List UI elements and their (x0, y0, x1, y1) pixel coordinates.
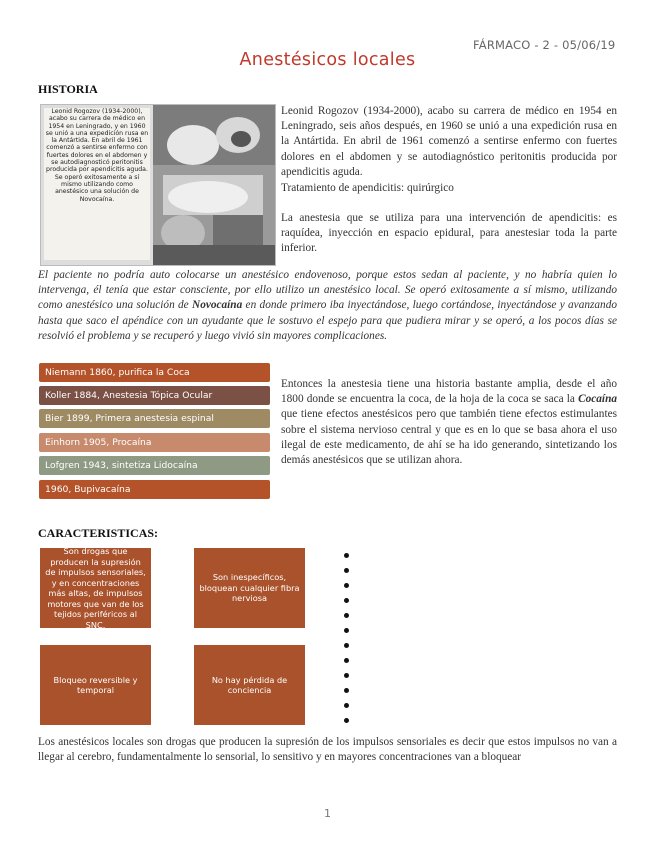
bullet-point (344, 613, 349, 618)
paragraph-anestesia: La anestesia que se utiliza para una intervención de apendicitis: es raquídea, inyección en espacio epidural, para anestesiar toda la parte inferior. (281, 212, 617, 255)
historical-photo (40, 104, 276, 266)
paragraph-anestesicos-definicion: Los anestésicos locales son drogas que producen la supresión de los impulsos sensoriales es decir que estos impulsos no van a llegar al cerebro, fundamentalmente lo sensorial, lo sensitivo y en mayores concentraciones van a bloquear (38, 736, 617, 764)
page-number: 1 (324, 807, 331, 820)
document-header-meta: FÁRMACO - 2 - 05/06/19 (473, 38, 616, 52)
timeline-item-lofgren: Lofgren 1943, sintetiza Lidocaína (39, 456, 270, 475)
historia-text-start: Entonces la anestesia tiene una historia bastante amplia, desde el año 1800 donde se encuentra la coca, de la hoja de la coca se saca la (281, 378, 617, 406)
section-heading-caracteristicas: CARACTERISTICAS: (38, 526, 159, 540)
document-title: Anestésicos locales (239, 50, 416, 70)
timeline-item-bupivacaina: 1960, Bupivacaína (39, 480, 270, 499)
bullet-point (344, 643, 349, 648)
bullet-point (344, 583, 349, 588)
card-text: No hay pérdida de conciencia (211, 674, 288, 695)
card-text: Son inespecíficos, bloquean cualquier fibra nerviosa (199, 572, 300, 604)
timeline-item-koller: Koller 1884, Anestesia Tópica Ocular (39, 386, 270, 405)
characteristic-card-bloqueo (40, 645, 151, 725)
bullet-point (344, 553, 349, 558)
timeline-item-niemann: Niemann 1860, purifica la Coca (39, 363, 270, 382)
card-text: Bloqueo reversible y temporal (53, 674, 138, 695)
bullet-point (344, 718, 349, 723)
bullet-point (344, 673, 349, 678)
bullet-point (344, 688, 349, 693)
novocaina-term: Novocaína (192, 299, 243, 312)
section-heading-historia: HISTORIA (38, 82, 98, 96)
characteristic-card-conciencia (194, 645, 305, 725)
self-surgery-text-start: El paciente no podría auto colocarse un anestésico endovenoso, porque estos sedan al paciente, y no habría quien lo intervenga, él tenía que estar consciente, por ello utilizo un anestésico local. Se operó exitosamente a sí mismo, utilizando como anestésico una solución de (38, 269, 617, 312)
timeline-item-einhorn: Einhorn 1905, Procaína (39, 433, 270, 452)
bullet-point (344, 568, 349, 573)
historia-text-end: que tiene efectos anestésicos pero que también tiene efectos estimulantes sobre el sistema nervioso central y que es en lo que se basa ahora el uso ilegal de este medicamento, de ahí se ha ido generando, sintetizando los demás anestésicos que se utilizan ahora. (281, 408, 617, 467)
card-text: Son drogas que producen la supresión de impulsos sensoriales, y en concentraciones más altas, de impulsos motores que van de los tejidos periféricos al SNC. (45, 546, 146, 630)
bullet-point (344, 628, 349, 633)
bullet-point (344, 658, 349, 663)
paragraph-self-surgery (38, 268, 617, 344)
paragraph-historia-cocaina (281, 377, 617, 468)
paragraph-rogozov: Leonid Rogozov (1934-2000), acabo su carrera de médico en 1954 en Leningrado, seis años después, en 1960 se unió a una expedición rusa en la Antártida. En abril de 1961 comenzó a sentirse enfermo con fuertes dolores en el abdomen y se autodiagnóstico peritonitis producida por apendicitis aguda. (281, 105, 617, 178)
characteristic-card-inespecificos (194, 548, 305, 628)
paragraph-tratamiento: Tratamiento de apendicitis: quirúrgico (281, 182, 454, 194)
cocaina-term: Cocaína (578, 393, 617, 406)
surgery-photo-illustration (153, 105, 275, 265)
self-surgery-text-end: en donde primero iba inyectándose, luego cortándose, inyectándose y avanzando hasta que saco el apéndice con un ayudante que le sostuvo el espejo para que pudiera mirar y se operó, a los pocos días se resolvió el problema y se recuperó y luego vivió sin mayores complicaciones. (38, 299, 617, 342)
photo-caption: Leonid Rogozov (1934-2000), acabo su carrera de médico en 1954 en Leningrado, y en 1960 se unió a una expedición rusa en la Antártida. En abril de 1961 comenzó a sentirse enfermo con fuertes dolores en el abdomen y se autodiagnosticó peritonitis producida por apendicitis aguda. Se operó exitosamente a sí mismo utilizando como anestésico una solución de Novocaína. (44, 108, 150, 260)
bullet-point (344, 703, 349, 708)
characteristic-card-supresion (40, 548, 151, 628)
bullet-point (344, 598, 349, 603)
timeline-item-bier: Bier 1899, Primera anestesia espinal (39, 409, 270, 428)
